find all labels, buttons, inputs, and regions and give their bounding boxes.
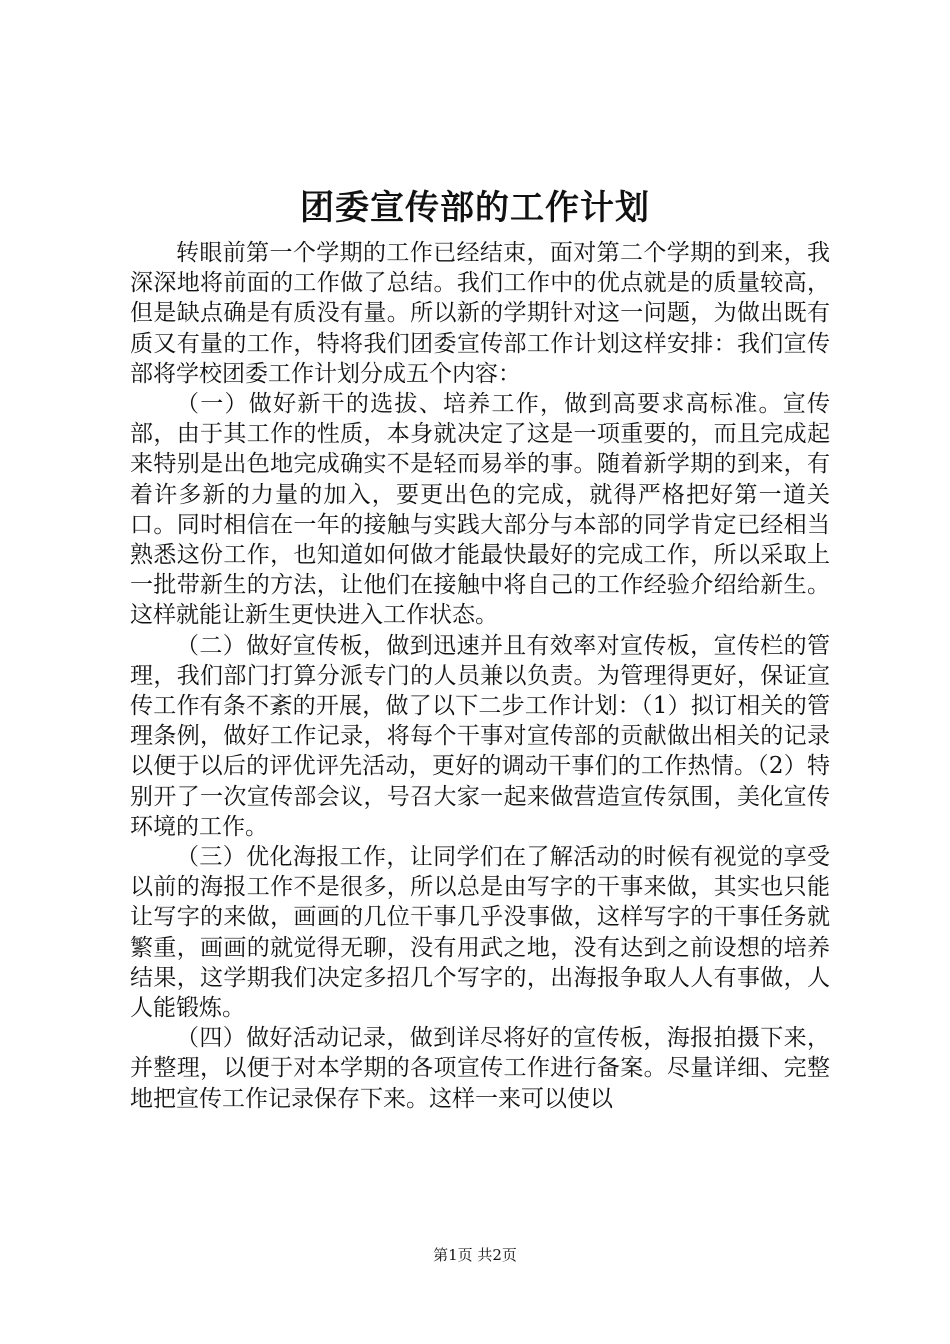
paragraph-section-4: （四）做好活动记录，做到详尽将好的宣传板，海报拍摄下来，并整理，以便于对本学期的各项宣传工作进行备案。尽量详细、完整地把宣传工作记录保存下来。这样一来可以使以 (130, 1025, 830, 1112)
paragraph-section-1: （一）做好新干的选拔、培养工作，做到高要求高标准。宣传部，由于其工作的性质，本身就决定了这是一项重要的，而且完成起来特别是出色地完成确实不是轻而易举的事。随着新学期的到来，有着许多新的力量的加入，要更出色的完成，就得严格把好第一道关口。同时相信在一年的接触与实践大部分与本部的同学肯定已经相当熟悉这份工作，也知道如何做才能最快最好的完成工作，所以采取上一批带新生的方法，让他们在接触中将自己的工作经验介绍给新生。这样就能让新生更快进入工作状态。 (130, 391, 830, 629)
page-number-footer: 第1页 共2页 (433, 1246, 517, 1264)
paragraph-intro: 转眼前第一个学期的工作已经结束，面对第二个学期的到来，我深深地将前面的工作做了总结。我们工作中的优点就是的质量较高，但是缺点确是有质没有量。所以新的学期针对这一问题，为做出既有质又有量的工作，特将我们团委宣传部工作计划这样安排：我们宣传部将学校团委工作计划分成五个内容： (130, 240, 830, 387)
paragraph-section-2: （二）做好宣传板，做到迅速并且有效率对宣传板，宣传栏的管理，我们部门打算分派专门的人员兼以负责。为管理得更好，保证宣传工作有条不紊的开展，做了以下二步工作计划：（1）拟订相关的管理条例，做好工作记录，将每个干事对宣传部的贡献做出相关的记录以便于以后的评优评先活动，更好的调动干事们的工作热情。（2）特别开了一次宣传部会议，号召大家一起来做营造宣传氛围，美化宣传环境的工作。 (130, 632, 830, 840)
page-title: 团委宣传部的工作计划 (300, 188, 650, 228)
document-body (130, 238, 830, 1114)
paragraph-section-3: （三）优化海报工作，让同学们在了解活动的时候有视觉的享受以前的海报工作不是很多，所以总是由写字的干事来做，其实也只能让写字的来做，画画的几位干事几乎没事做，这样写字的干事任务就繁重，画画的就觉得无聊，没有用武之地，没有达到之前设想的培养结果，这学期我们决定多招几个写字的，出海报争取人人有事做，人人能锻炼。 (130, 844, 830, 1022)
